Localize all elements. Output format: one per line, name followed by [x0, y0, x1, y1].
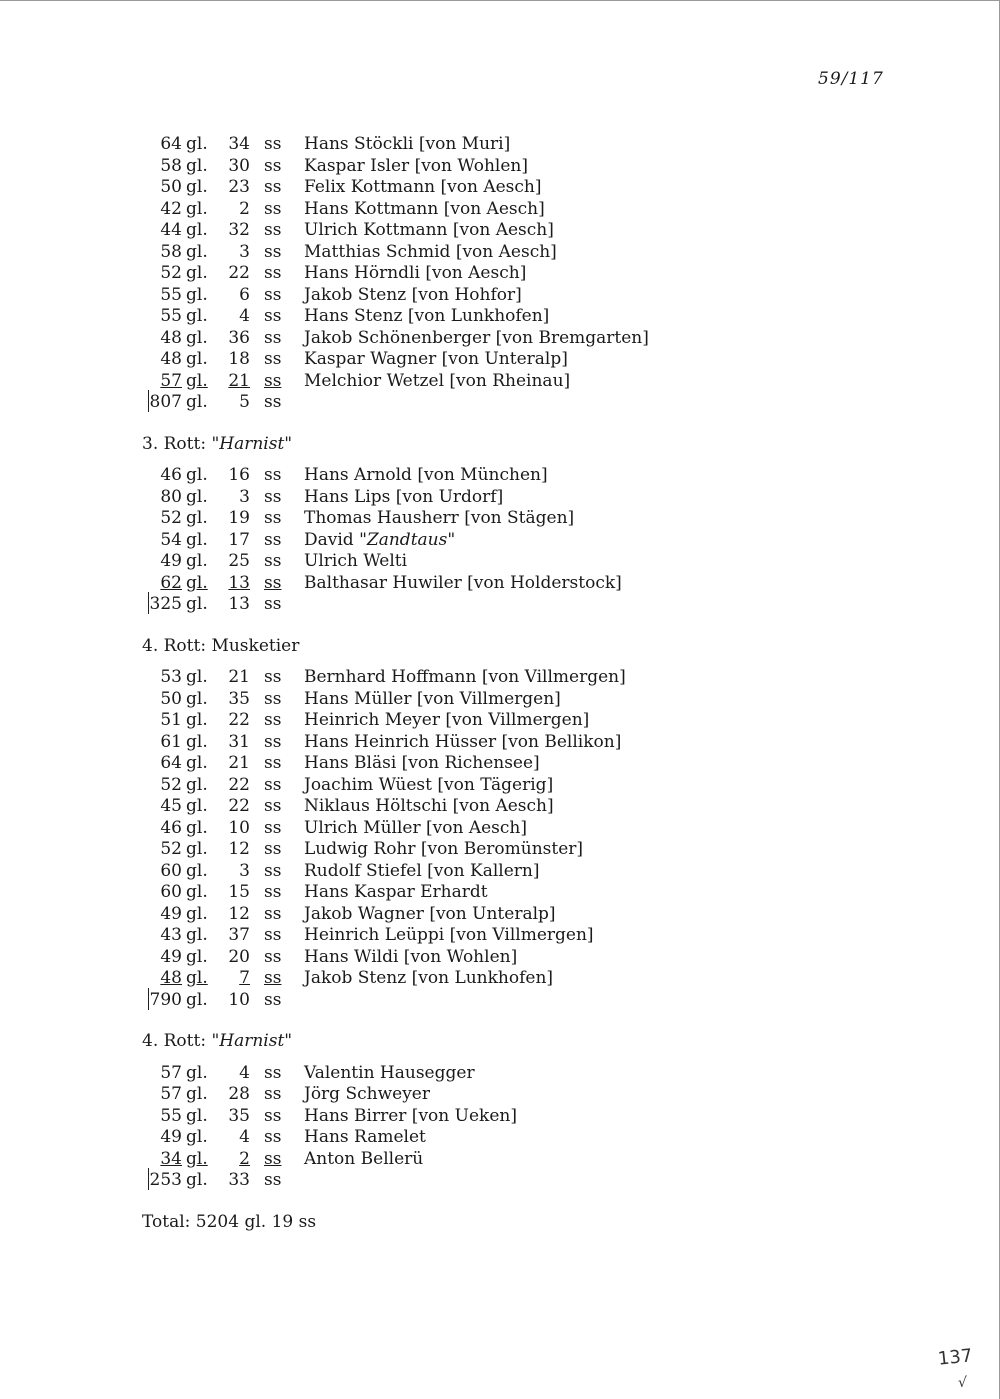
- unit-gulden: gl.: [186, 370, 208, 391]
- person-name: Valentin Hausegger: [304, 1062, 475, 1083]
- ledger-row: [0, 199, 1000, 221]
- person-name: Ulrich Welti: [304, 551, 408, 571]
- unit-gulden: gl.: [186, 134, 208, 154]
- amount-gulden: 49: [160, 903, 182, 924]
- unit-schilling: ss: [264, 198, 282, 219]
- total-label: Total:: [142, 1211, 191, 1232]
- amount-gulden: 55: [160, 306, 182, 326]
- amount-gulden: 64: [160, 753, 182, 773]
- heading-title: Musketier: [211, 635, 300, 656]
- unit-schilling: ss: [264, 882, 282, 902]
- ledger-row: [0, 1063, 1000, 1085]
- unit-schilling: ss: [264, 177, 282, 197]
- amount-schilling: 34: [228, 134, 250, 154]
- amount-schilling: 19: [228, 508, 250, 528]
- amount-gulden: 45: [160, 796, 182, 816]
- unit-schilling: ss: [264, 1127, 282, 1147]
- unit-schilling: ss: [298, 1211, 317, 1232]
- unit-gulden: gl.: [186, 220, 208, 240]
- person-name: Hans Wildi [von Wohlen]: [304, 946, 518, 967]
- heading-prefix: 3. Rott:: [142, 433, 212, 454]
- amount-schilling: 12: [228, 903, 250, 924]
- amount-schilling: 22: [228, 263, 250, 283]
- amount-gulden: 60: [160, 860, 182, 881]
- person-name: Joachim Wüest [von Tägerig]: [304, 774, 554, 795]
- amount-schilling: 37: [228, 925, 250, 945]
- subtotal-row: [0, 990, 1000, 1012]
- unit-gulden: gl.: [186, 306, 208, 326]
- amount-schilling: 4: [239, 306, 250, 326]
- unit-schilling: ss: [264, 370, 282, 391]
- ledger-row: [0, 156, 1000, 178]
- person-name: Heinrich Meyer [von Villmergen]: [304, 710, 590, 730]
- amount-schilling: 20: [228, 946, 250, 967]
- subtotal-gulden: 807: [149, 392, 182, 412]
- unit-gulden: gl.: [186, 989, 208, 1010]
- unit-gulden: gl.: [186, 284, 208, 305]
- person-name: Hans Lips [von Urdorf]: [304, 486, 504, 507]
- unit-schilling: ss: [264, 1084, 282, 1104]
- unit-schilling: ss: [264, 392, 282, 412]
- ledger-row: [0, 263, 1000, 285]
- amount-schilling: 21: [228, 667, 250, 687]
- unit-schilling: ss: [264, 486, 282, 507]
- unit-gulden: gl.: [186, 1127, 208, 1147]
- heading-title: "Harnist": [211, 433, 293, 454]
- amount-gulden: 57: [160, 1084, 182, 1104]
- subtotal-gulden: 253: [149, 1170, 182, 1190]
- amount-schilling: 13: [228, 572, 250, 593]
- unit-schilling: ss: [264, 839, 282, 859]
- subtotal-gulden: 790: [149, 989, 182, 1010]
- ledger-row: [0, 839, 1000, 861]
- unit-schilling: ss: [264, 327, 282, 348]
- person-name: Rudolf Stiefel [von Kallern]: [304, 860, 540, 881]
- ledger-row: [0, 667, 1000, 689]
- person-name: Balthasar Huwiler [von Holderstock]: [304, 572, 622, 593]
- heading-title: "Harnist": [211, 1031, 293, 1051]
- unit-schilling: ss: [264, 989, 282, 1010]
- subtotal-row: [0, 392, 1000, 414]
- subtotal-schilling: 10: [228, 989, 250, 1010]
- amount-schilling: 12: [228, 839, 250, 859]
- person-name: Ludwig Rohr [von Beromünster]: [304, 839, 584, 859]
- person-name: Kaspar Wagner [von Unteralp]: [304, 349, 568, 369]
- unit-gulden: gl.: [186, 529, 208, 550]
- ledger-row: [0, 371, 1000, 393]
- amount-gulden: 54: [160, 529, 182, 550]
- ledger-row: [0, 220, 1000, 242]
- unit-gulden: gl.: [186, 1084, 208, 1104]
- amount-schilling: 17: [228, 529, 250, 550]
- unit-gulden: gl.: [186, 731, 208, 752]
- unit-gulden: gl.: [186, 327, 208, 348]
- unit-schilling: ss: [264, 796, 282, 816]
- person-name: Hans Stenz [von Lunkhofen]: [304, 306, 550, 326]
- unit-schilling: ss: [264, 241, 282, 262]
- unit-schilling: ss: [264, 946, 282, 967]
- unit-schilling: ss: [264, 860, 282, 881]
- unit-gulden: gl.: [186, 392, 208, 412]
- ledger-row: [0, 530, 1000, 552]
- ledger-row: [0, 177, 1000, 199]
- ledger-group: [0, 434, 1000, 616]
- amount-gulden: 44: [160, 220, 182, 240]
- unit-gulden: gl.: [186, 1062, 208, 1083]
- unit-schilling: ss: [264, 1105, 282, 1126]
- subtotal-schilling: 13: [228, 594, 250, 614]
- unit-gulden: gl.: [186, 486, 208, 507]
- ledger-row: [0, 796, 1000, 818]
- ledger-row: [0, 508, 1000, 530]
- amount-schilling: 21: [228, 370, 250, 391]
- person-name: Ulrich Kottmann [von Aesch]: [304, 220, 554, 240]
- subtotal-row: [0, 594, 1000, 616]
- amount-gulden: 52: [160, 839, 182, 859]
- unit-schilling: ss: [264, 263, 282, 283]
- person-name: Anton Bellerü: [304, 1148, 424, 1169]
- unit-gulden: gl.: [186, 155, 208, 176]
- amount-gulden: 48: [160, 349, 182, 369]
- person-name: Hans Birrer [von Ueken]: [304, 1105, 517, 1126]
- unit-gulden: gl.: [186, 946, 208, 967]
- ledger-row: [0, 904, 1000, 926]
- unit-schilling: ss: [264, 1148, 282, 1169]
- unit-gulden: gl.: [186, 753, 208, 773]
- unit-schilling: ss: [264, 284, 282, 305]
- group-heading: [0, 636, 1000, 658]
- amount-gulden: 51: [160, 710, 182, 730]
- unit-gulden: gl.: [186, 882, 208, 902]
- person-name: Heinrich Leüppi [von Villmergen]: [304, 925, 594, 945]
- unit-schilling: ss: [264, 753, 282, 773]
- person-name: Hans Heinrich Hüsser [von Bellikon]: [304, 731, 622, 752]
- amount-schilling: 23: [228, 177, 250, 197]
- unit-schilling: ss: [264, 710, 282, 730]
- amount-schilling: 36: [228, 327, 250, 348]
- unit-schilling: ss: [264, 968, 282, 988]
- ledger-row: [0, 861, 1000, 883]
- ledger-group: [0, 134, 1000, 414]
- unit-gulden: gl.: [186, 177, 208, 197]
- amount-schilling: 21: [228, 753, 250, 773]
- amount-gulden: 62: [160, 572, 182, 593]
- amount-gulden: 52: [160, 508, 182, 528]
- amount-gulden: 48: [160, 968, 182, 988]
- unit-schilling: ss: [264, 306, 282, 326]
- person-name: Jakob Stenz [von Hohfor]: [304, 284, 522, 305]
- amount-gulden: 43: [160, 925, 182, 945]
- heading-prefix: 4. Rott:: [142, 1031, 212, 1051]
- unit-gulden: gl.: [186, 796, 208, 816]
- amount-schilling: 10: [228, 817, 250, 838]
- unit-gulden: gl.: [244, 1211, 267, 1232]
- unit-gulden: gl.: [186, 1170, 208, 1190]
- unit-gulden: gl.: [186, 508, 208, 528]
- person-name: Felix Kottmann [von Aesch]: [304, 177, 542, 197]
- group-heading: [0, 1031, 1000, 1053]
- person-name: Bernhard Hoffmann [von Villmergen]: [304, 667, 626, 687]
- total-schilling: 19: [271, 1211, 294, 1232]
- amount-schilling: 16: [228, 465, 250, 485]
- unit-gulden: gl.: [186, 903, 208, 924]
- unit-gulden: gl.: [186, 1105, 208, 1126]
- amount-gulden: 52: [160, 774, 182, 795]
- unit-schilling: ss: [264, 220, 282, 240]
- amount-gulden: 34: [160, 1148, 182, 1169]
- person-name: Hans Stöckli [von Muri]: [304, 134, 511, 154]
- amount-gulden: 58: [160, 155, 182, 176]
- page-number: 59/117: [818, 69, 884, 89]
- person-name: Niklaus Höltschi [von Aesch]: [304, 796, 554, 816]
- ledger-row: [0, 882, 1000, 904]
- unit-gulden: gl.: [186, 860, 208, 881]
- ledger-row: [0, 349, 1000, 371]
- person-name: Hans Kaspar Erhardt: [304, 882, 488, 902]
- amount-gulden: 52: [160, 263, 182, 283]
- amount-gulden: 80: [160, 486, 182, 507]
- ledger-row: [0, 487, 1000, 509]
- amount-schilling: 32: [228, 220, 250, 240]
- unit-schilling: ss: [264, 465, 282, 485]
- ledger-row: [0, 753, 1000, 775]
- unit-schilling: ss: [264, 349, 282, 369]
- amount-schilling: 2: [239, 198, 250, 219]
- person-name-prefix: David: [304, 529, 360, 550]
- ledger-row: [0, 1106, 1000, 1128]
- amount-gulden: 58: [160, 241, 182, 262]
- person-name: Melchior Wetzel [von Rheinau]: [304, 370, 571, 391]
- person-name: Ulrich Müller [von Aesch]: [304, 817, 528, 838]
- person-nickname: "Zandtaus": [359, 529, 456, 550]
- amount-gulden: 50: [160, 177, 182, 197]
- ledger-row: [0, 689, 1000, 711]
- amount-schilling: 6: [239, 284, 250, 305]
- unit-gulden: gl.: [186, 839, 208, 859]
- amount-gulden: 49: [160, 946, 182, 967]
- person-name: [304, 530, 455, 550]
- ledger-row: [0, 328, 1000, 350]
- unit-schilling: ss: [264, 731, 282, 752]
- person-name: Jakob Wagner [von Unteralp]: [304, 903, 556, 924]
- person-name: Hans Kottmann [von Aesch]: [304, 198, 545, 219]
- amount-gulden: 49: [160, 551, 182, 571]
- subtotal-schilling: 5: [239, 392, 250, 412]
- unit-gulden: gl.: [186, 241, 208, 262]
- ledger-row: [0, 732, 1000, 754]
- amount-gulden: 42: [160, 198, 182, 219]
- ledger-row: [0, 134, 1000, 156]
- unit-gulden: gl.: [186, 551, 208, 571]
- person-name: Jörg Schweyer: [304, 1084, 430, 1104]
- amount-schilling: 3: [239, 241, 250, 262]
- ledger-row: [0, 947, 1000, 969]
- unit-schilling: ss: [264, 572, 282, 593]
- ledger-row: [0, 465, 1000, 487]
- unit-schilling: ss: [264, 134, 282, 154]
- unit-gulden: gl.: [186, 688, 208, 709]
- amount-schilling: 4: [239, 1062, 250, 1083]
- unit-schilling: ss: [264, 551, 282, 571]
- unit-gulden: gl.: [186, 572, 208, 593]
- amount-gulden: 48: [160, 327, 182, 348]
- unit-gulden: gl.: [186, 263, 208, 283]
- total-gulden: 5204: [195, 1211, 240, 1232]
- heading-prefix: 4. Rott:: [142, 635, 212, 656]
- unit-schilling: ss: [264, 594, 282, 614]
- amount-gulden: 60: [160, 882, 182, 902]
- ledger-group: [0, 1031, 1000, 1192]
- ledger-row: [0, 710, 1000, 732]
- unit-gulden: gl.: [186, 667, 208, 687]
- amount-schilling: 25: [228, 551, 250, 571]
- person-name: Hans Arnold [von München]: [304, 465, 548, 485]
- subtotal-schilling: 33: [228, 1170, 250, 1190]
- person-name: Thomas Hausherr [von Stägen]: [304, 508, 575, 528]
- ledger-row: [0, 285, 1000, 307]
- person-name: Hans Müller [von Villmergen]: [304, 688, 561, 709]
- amount-gulden: 57: [160, 370, 182, 391]
- ledger-row: [0, 242, 1000, 264]
- unit-gulden: gl.: [186, 710, 208, 730]
- amount-schilling: 28: [228, 1084, 250, 1104]
- ledger-row: [0, 1127, 1000, 1149]
- amount-gulden: 55: [160, 1105, 182, 1126]
- ledger-row: [0, 925, 1000, 947]
- unit-gulden: gl.: [186, 465, 208, 485]
- amount-gulden: 46: [160, 817, 182, 838]
- subtotal-row: [0, 1170, 1000, 1192]
- unit-schilling: ss: [264, 529, 282, 550]
- unit-schilling: ss: [264, 817, 282, 838]
- unit-schilling: ss: [264, 1062, 282, 1083]
- ledger-group: [0, 636, 1000, 1012]
- handwritten-check-mark: √: [958, 1375, 967, 1391]
- amount-schilling: 22: [228, 774, 250, 795]
- ledger-row: [0, 1149, 1000, 1171]
- amount-schilling: 15: [228, 882, 250, 902]
- amount-schilling: 2: [239, 1148, 250, 1169]
- amount-schilling: 31: [228, 731, 250, 752]
- person-name: Hans Ramelet: [304, 1127, 426, 1147]
- amount-gulden: 46: [160, 465, 182, 485]
- unit-gulden: gl.: [186, 594, 208, 614]
- unit-gulden: gl.: [186, 1148, 208, 1169]
- ledger-row: [0, 551, 1000, 573]
- amount-gulden: 50: [160, 688, 182, 709]
- ledger-row: [0, 1084, 1000, 1106]
- amount-gulden: 49: [160, 1127, 182, 1147]
- unit-schilling: ss: [264, 508, 282, 528]
- amount-gulden: 61: [160, 731, 182, 752]
- amount-gulden: 57: [160, 1062, 182, 1083]
- unit-schilling: ss: [264, 903, 282, 924]
- unit-schilling: ss: [264, 925, 282, 945]
- unit-schilling: ss: [264, 667, 282, 687]
- subtotal-gulden: 325: [149, 594, 182, 614]
- handwritten-folio-number: 137: [936, 1345, 974, 1370]
- amount-gulden: 64: [160, 134, 182, 154]
- unit-gulden: gl.: [186, 817, 208, 838]
- amount-schilling: 30: [228, 155, 250, 176]
- unit-schilling: ss: [264, 688, 282, 709]
- amount-gulden: 55: [160, 284, 182, 305]
- amount-schilling: 3: [239, 860, 250, 881]
- unit-schilling: ss: [264, 155, 282, 176]
- amount-gulden: 53: [160, 667, 182, 687]
- ledger-row: [0, 968, 1000, 990]
- ledger-row: [0, 573, 1000, 595]
- amount-schilling: 35: [228, 688, 250, 709]
- person-name: Jakob Schönenberger [von Bremgarten]: [304, 327, 649, 348]
- unit-gulden: gl.: [186, 968, 208, 988]
- amount-schilling: 22: [228, 796, 250, 816]
- unit-schilling: ss: [264, 774, 282, 795]
- person-name: Hans Hörndli [von Aesch]: [304, 263, 527, 283]
- person-name: Jakob Stenz [von Lunkhofen]: [304, 968, 554, 988]
- amount-schilling: 3: [239, 486, 250, 507]
- person-name: Matthias Schmid [von Aesch]: [304, 241, 557, 262]
- amount-schilling: 7: [239, 968, 250, 988]
- unit-gulden: gl.: [186, 198, 208, 219]
- unit-schilling: ss: [264, 1170, 282, 1190]
- person-name: Hans Bläsi [von Richensee]: [304, 753, 540, 773]
- unit-gulden: gl.: [186, 349, 208, 369]
- unit-gulden: gl.: [186, 925, 208, 945]
- grand-total: [0, 1212, 1000, 1234]
- person-name: Kaspar Isler [von Wohlen]: [304, 155, 528, 176]
- ledger-content: [0, 134, 1000, 1234]
- ledger-row: [0, 306, 1000, 328]
- ledger-row: [0, 775, 1000, 797]
- ledger-row: [0, 818, 1000, 840]
- group-heading: [0, 434, 1000, 456]
- unit-gulden: gl.: [186, 774, 208, 795]
- amount-schilling: 4: [239, 1127, 250, 1147]
- amount-schilling: 35: [228, 1105, 250, 1126]
- amount-schilling: 18: [228, 349, 250, 369]
- amount-schilling: 22: [228, 710, 250, 730]
